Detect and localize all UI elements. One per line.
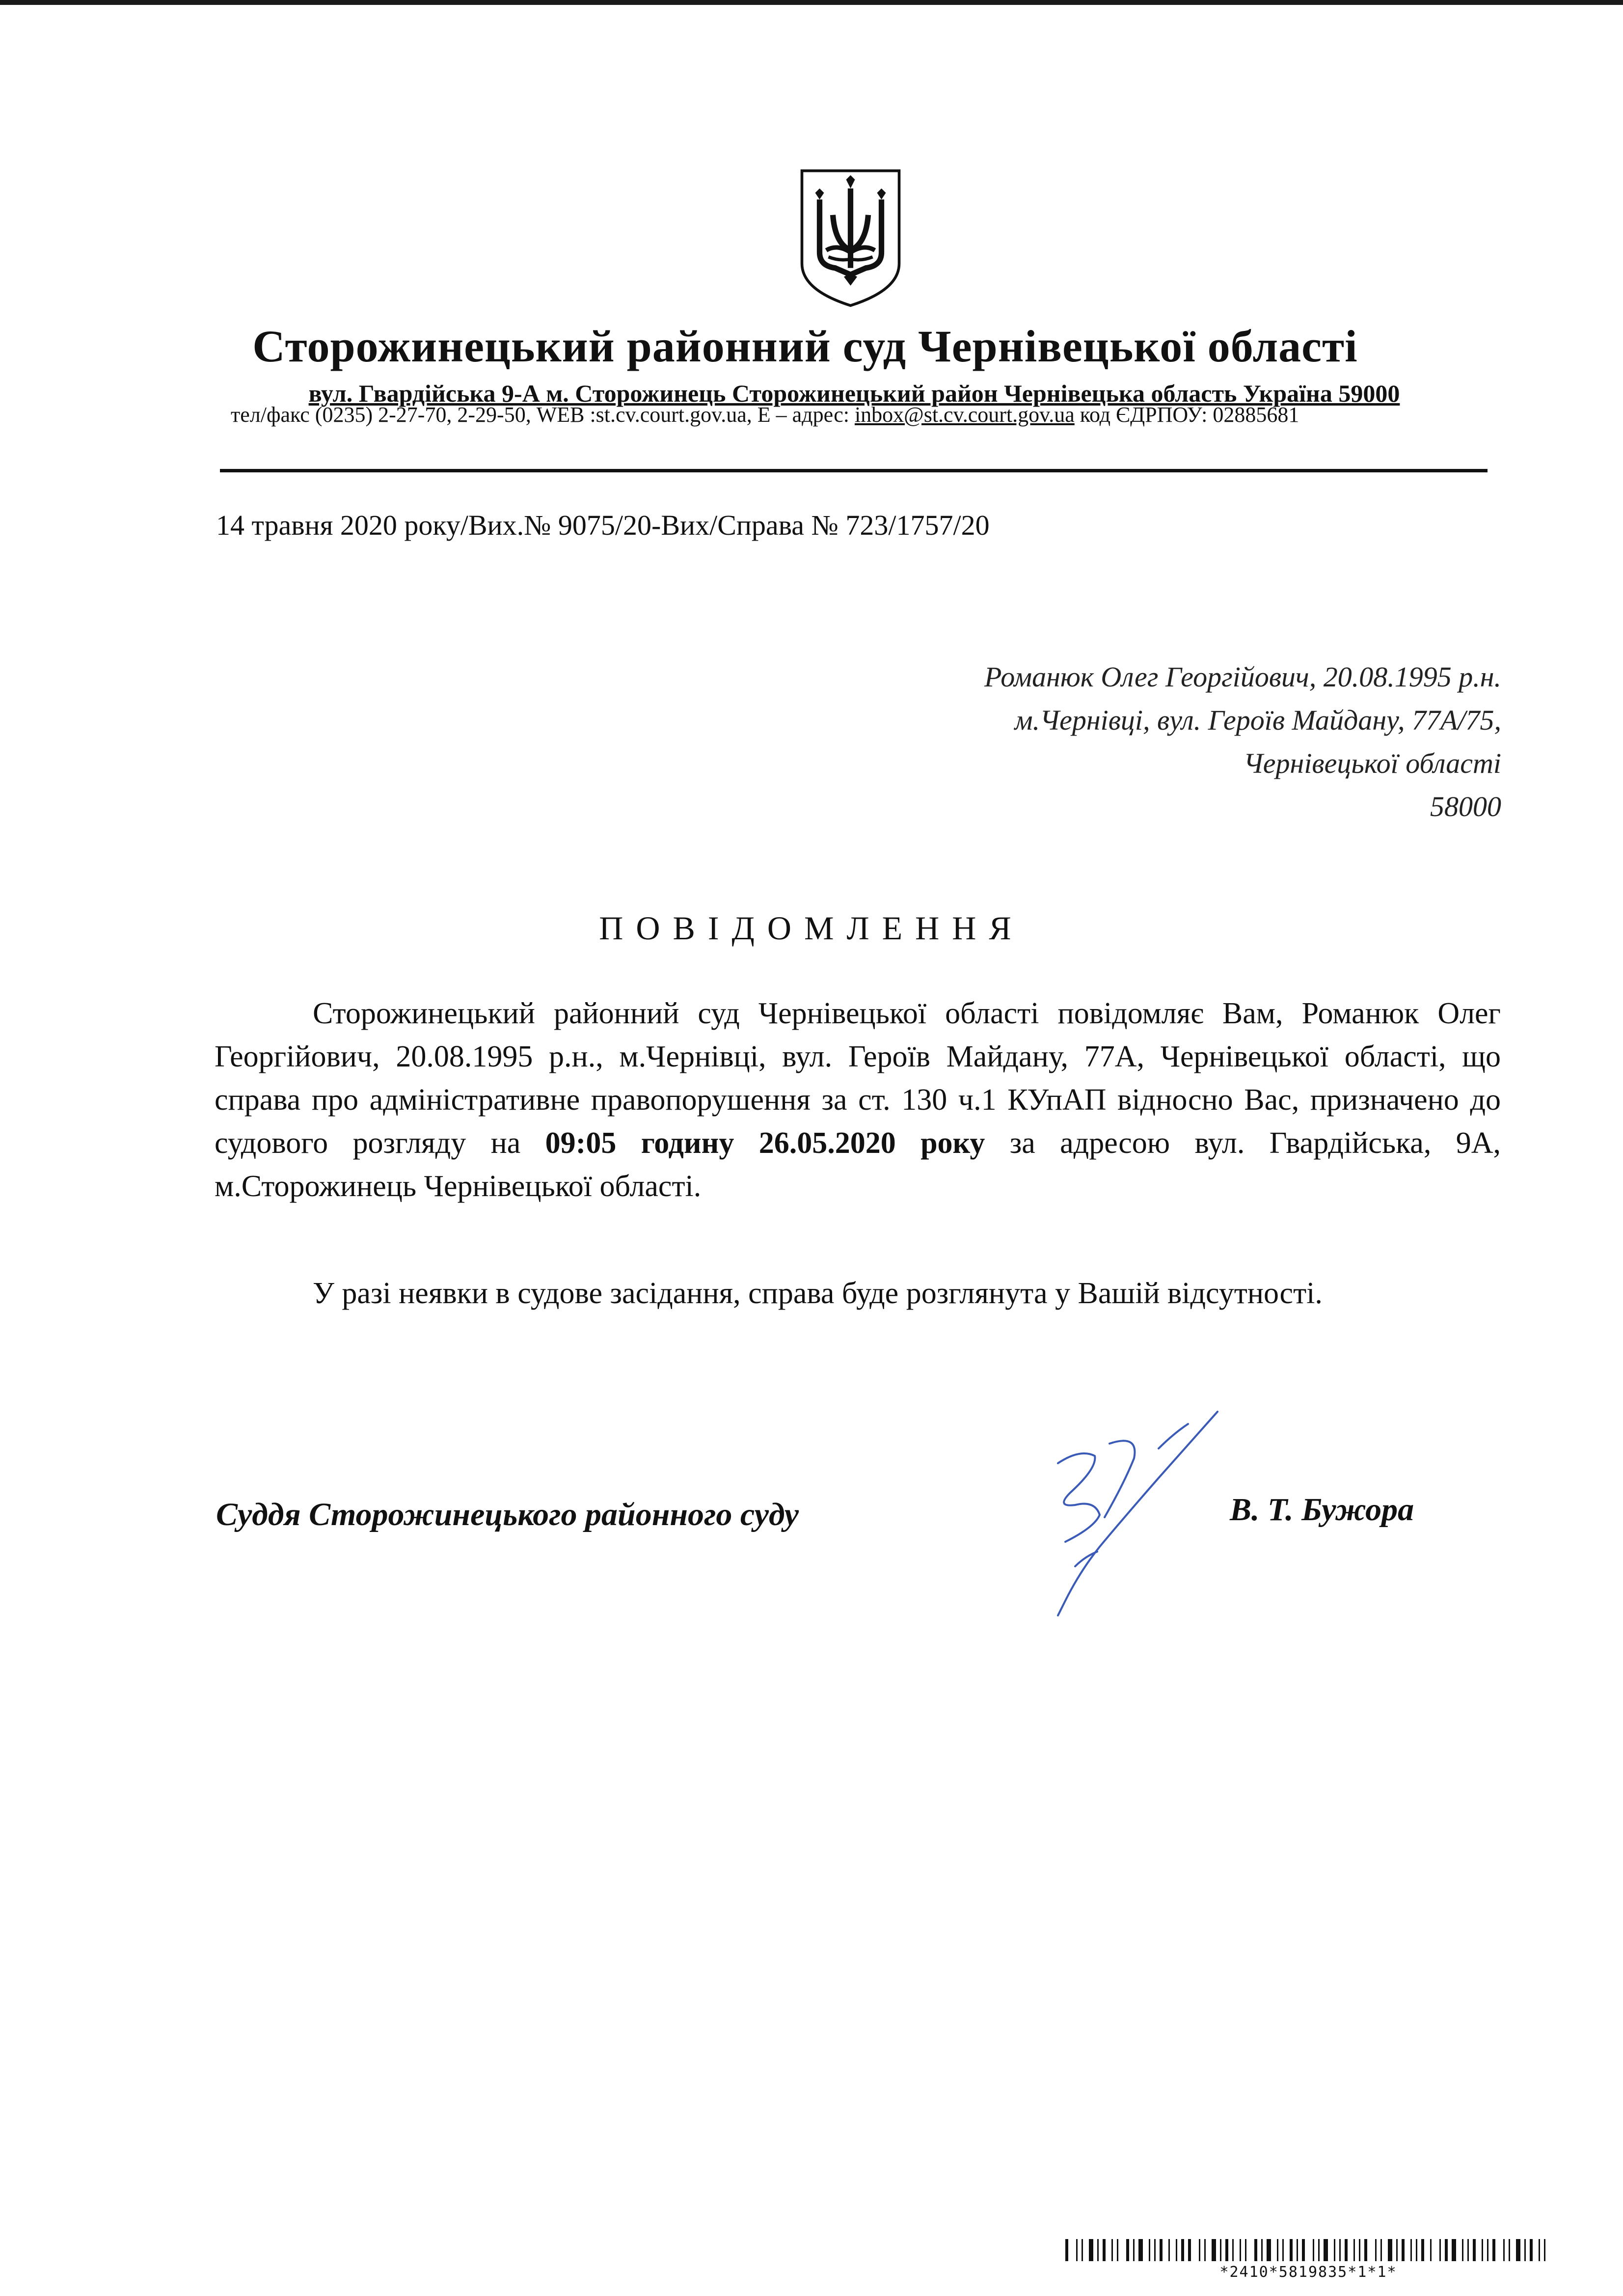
- document-title: ПОВІДОМЛЕННЯ: [599, 909, 1024, 947]
- top-border-line: [0, 0, 1623, 5]
- barcode-bar: [1516, 2239, 1520, 2261]
- barcode-bar: [1364, 2239, 1367, 2261]
- barcode-bar: [1245, 2239, 1246, 2261]
- court-name-heading: Сторожинецький районний суд Чернівецької області: [252, 321, 1358, 371]
- barcode-bar: [1482, 2239, 1483, 2261]
- barcode-bar: [1530, 2239, 1533, 2261]
- addressee-street: м.Чернівці, вул. Героїв Майдану, 77А/75,: [1014, 704, 1501, 736]
- barcode-bar: [1133, 2239, 1135, 2261]
- barcode-bar: [1097, 2239, 1099, 2261]
- barcode-bar: [1302, 2239, 1305, 2261]
- barcode-bar: [1176, 2239, 1177, 2261]
- barcode-bar: [1492, 2239, 1495, 2261]
- barcode-bar: [1204, 2239, 1206, 2261]
- barcode-bar: [1359, 2239, 1360, 2261]
- barcode-bar: [1487, 2239, 1488, 2261]
- notice-paragraph-1: [215, 992, 1501, 1208]
- barcode-bar: [1277, 2239, 1278, 2261]
- barcode-bar: [1473, 2239, 1476, 2261]
- barcode-bar: [1220, 2239, 1221, 2261]
- barcode-bar: [1117, 2239, 1118, 2261]
- barcode-bar: [1199, 2239, 1200, 2261]
- barcode-bar: [1462, 2239, 1463, 2261]
- barcode-bar: [1430, 2239, 1432, 2261]
- addressee-name: Романюк Олег Георгійович, 20.08.1995 р.н.: [984, 661, 1501, 693]
- barcode-bar: [1445, 2239, 1448, 2261]
- header-divider: [220, 469, 1488, 472]
- barcode-bar: [1539, 2239, 1540, 2261]
- court-address: вул. Гвардійська 9-А м. Сторожинець Сторожинецький район Чернівецька область Україна 59000: [308, 380, 1400, 407]
- barcode-bar: [1439, 2239, 1441, 2261]
- outgoing-reference: 14 травня 2020 року/Вих.№ 9075/20-Вих/Справа № 723/1757/20: [216, 509, 990, 541]
- barcode-bar: [1324, 2239, 1328, 2261]
- barcode-number: *2410*5819835*1*1*: [1219, 2264, 1397, 2281]
- barcode-bar: [1154, 2239, 1156, 2261]
- contacts-phone-web: тел/факс (0235) 2-27-70, 2-29-50, WEB :st.cv.court.gov.ua, E – адрес:: [231, 403, 855, 427]
- barcode-bar: [1261, 2239, 1263, 2261]
- notice-text-1a: Сторожинецький районний суд Чернівецької області повідомляє Вам, Романюк Олег Георгійович, 20.08.1995 р.н., м.Чернівці, вул. Героїв Майдану, 77А, Чернівецької області, що справа про адміністративне правопорушення за ст. 130 ч.1 КУпАП відносно Вас, призначено до судового розгляду на: [215, 997, 1501, 1160]
- barcode-bar: [1188, 2239, 1191, 2261]
- barcode-bar: [1240, 2239, 1241, 2261]
- court-contacts: [231, 400, 1478, 430]
- barcode-bar: [1168, 2239, 1170, 2261]
- barcode-bar: [1416, 2239, 1417, 2261]
- barcode-bar: [1410, 2239, 1412, 2261]
- barcode-bar: [1290, 2239, 1293, 2261]
- addressee-region: Чернівецької області: [1243, 747, 1501, 779]
- barcode-bar: [1452, 2239, 1456, 2261]
- barcode-bar: [1402, 2239, 1405, 2261]
- barcode-bar: [1334, 2239, 1335, 2261]
- barcode-bar: [1254, 2239, 1257, 2261]
- barcode-bar: [1111, 2239, 1113, 2261]
- barcode-bar: [1509, 2239, 1510, 2261]
- barcode-bar: [1467, 2239, 1469, 2261]
- barcode-bar: [1380, 2239, 1382, 2261]
- barcode-bar: [1388, 2239, 1392, 2261]
- judge-name: В. Т. Бужора: [1230, 1492, 1414, 1528]
- barcode-bar: [1225, 2239, 1228, 2261]
- ukraine-coat-of-arms-icon: [795, 164, 906, 312]
- barcode-bar: [1076, 2239, 1078, 2261]
- document-barcode: [1065, 2239, 1551, 2261]
- notice-text-1b: за адресою вул. Гвардійська, 9А, м.Сторожинець Чернівецької області.: [215, 1126, 1501, 1203]
- barcode-bar: [1503, 2239, 1505, 2261]
- barcode-bar: [1524, 2239, 1526, 2261]
- barcode-bar: [1318, 2239, 1320, 2261]
- hearing-datetime: 09:05 годину 26.05.2020 року: [545, 1126, 985, 1160]
- barcode-bar: [1065, 2239, 1068, 2261]
- barcode-bar: [1089, 2239, 1093, 2261]
- barcode-bar: [1212, 2239, 1216, 2261]
- barcode-bar: [1353, 2239, 1355, 2261]
- barcode-bar: [1267, 2239, 1271, 2261]
- barcode-bar: [1282, 2239, 1284, 2261]
- barcode-bar: [1375, 2239, 1377, 2261]
- barcode-bar: [1396, 2239, 1398, 2261]
- signer-position: Суддя Сторожинецького районного суду: [216, 1497, 799, 1532]
- barcode-bar: [1345, 2239, 1348, 2261]
- contacts-edrpou: код ЄДРПОУ: 02885681: [1074, 403, 1299, 427]
- barcode-bar: [1544, 2239, 1545, 2261]
- barcode-bar: [1421, 2239, 1424, 2261]
- barcode-bar: [1082, 2239, 1083, 2261]
- addressee-postcode: 58000: [1430, 791, 1501, 822]
- barcode-bar: [1181, 2239, 1184, 2261]
- addressee-block: [984, 656, 1501, 828]
- barcode-bar: [1160, 2239, 1163, 2261]
- barcode-bar: [1339, 2239, 1341, 2261]
- barcode-bar: [1138, 2239, 1143, 2261]
- barcode-bar: [1313, 2239, 1314, 2261]
- email-link[interactable]: inbox@st.cv.court.gov.ua: [854, 403, 1075, 427]
- barcode-bar: [1103, 2239, 1106, 2261]
- handwritten-signature: [1011, 1404, 1237, 1630]
- barcode-bar: [1232, 2239, 1234, 2261]
- notice-paragraph-2: У разі неявки в судове засідання, справа буде розглянута у Вашій відсутності.: [313, 1277, 1323, 1310]
- barcode-bar: [1149, 2239, 1150, 2261]
- barcode-bar: [1297, 2239, 1298, 2261]
- barcode-bar: [1126, 2239, 1129, 2261]
